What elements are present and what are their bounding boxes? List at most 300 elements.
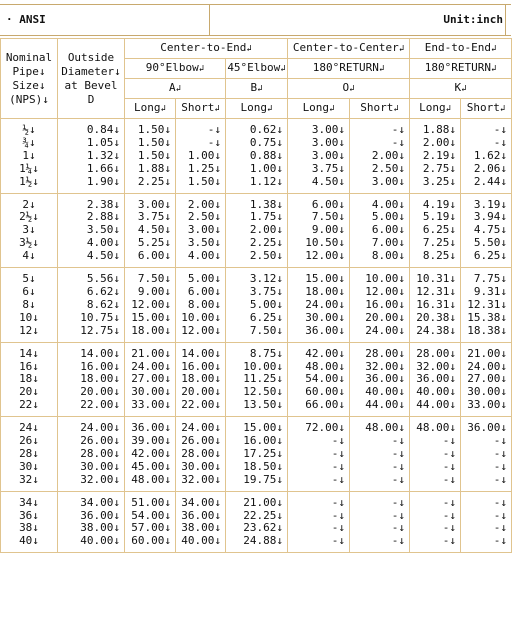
value: -↓ — [442, 446, 457, 460]
value: 24.00↓ — [80, 421, 120, 435]
value: 13.50↓ — [243, 398, 284, 412]
value: 3.00↓ — [371, 174, 406, 188]
value: 1.38↓ — [249, 197, 284, 211]
k-long-cell — [410, 268, 461, 343]
value: 1.50↓ — [137, 123, 171, 136]
value: 12.31↓ — [416, 284, 457, 298]
k-short-cell — [461, 268, 512, 343]
value: 24.00↓ — [181, 421, 221, 435]
value: 20.38↓ — [416, 310, 457, 324]
return-180-k-header: 180°RETURN ↲ — [410, 59, 512, 79]
value: 34↓ — [19, 495, 39, 509]
value: 33.00↓ — [467, 398, 508, 412]
elbow-90-header: 90°Elbow ↲ — [125, 59, 226, 79]
value: 24↓ — [19, 421, 39, 435]
table-title-bar — [0, 4, 511, 36]
value: 40.00↓ — [416, 385, 457, 399]
value: 6.00↓ — [371, 223, 406, 237]
value: 34.00↓ — [80, 495, 120, 509]
table-row-group — [1, 193, 512, 268]
value: 1.50↓ — [137, 135, 171, 149]
value: 15.00↓ — [131, 310, 171, 324]
value: 4.00↓ — [371, 197, 406, 211]
value: 24.00↓ — [131, 359, 171, 373]
value: 12.00↓ — [305, 249, 346, 263]
value: 4↓ — [22, 249, 36, 263]
center-to-center-header: Center-to-Center ↲ — [288, 39, 410, 59]
value: 2.50↓ — [187, 210, 221, 224]
return-180-o-header: 180°RETURN ↲ — [288, 59, 410, 79]
value: 10.75↓ — [80, 310, 120, 324]
value: 21.00↓ — [131, 346, 171, 360]
value: -↓ — [391, 508, 406, 522]
value: 6↓ — [22, 284, 36, 298]
value: 30.00↓ — [305, 310, 346, 324]
value: 36.00↓ — [467, 421, 508, 435]
value: 38.00↓ — [80, 521, 120, 535]
b-long-cell — [226, 417, 288, 492]
k-short-cell — [461, 417, 512, 492]
value: 0.75↓ — [249, 135, 284, 149]
value: 15.38↓ — [467, 310, 508, 324]
value: -↓ — [391, 495, 406, 509]
value: 5.25↓ — [137, 236, 171, 250]
value: 6.25↓ — [422, 223, 457, 237]
value: 2.00↓ — [422, 135, 457, 149]
value: 9.31↓ — [473, 284, 508, 298]
a-short-cell — [176, 268, 226, 343]
value: 5.00↓ — [187, 272, 221, 286]
value: 32.00↓ — [365, 359, 406, 373]
value: -↓ — [391, 521, 406, 535]
value: 2↓ — [22, 197, 36, 211]
value: 12↓ — [19, 323, 39, 337]
value: 5.19↓ — [422, 210, 457, 224]
value: 15.00↓ — [243, 421, 284, 435]
value: 18.00↓ — [181, 372, 221, 386]
value: 7.25↓ — [422, 236, 457, 250]
value: 1.25↓ — [187, 161, 221, 175]
value: -↓ — [391, 446, 406, 460]
value: 3.50↓ — [187, 236, 221, 250]
a-short-cell — [176, 417, 226, 492]
value: 6.62↓ — [86, 284, 120, 298]
value: 20.00↓ — [80, 385, 120, 399]
value: 1.32↓ — [86, 148, 120, 162]
value: 10.00↓ — [181, 310, 221, 324]
value: 60.00↓ — [131, 534, 171, 548]
value: 10.50↓ — [305, 236, 346, 250]
o-long-cell — [288, 268, 350, 343]
o-short-cell — [350, 342, 410, 417]
nps-cell — [1, 417, 58, 492]
value: 22.00↓ — [80, 398, 120, 412]
o-short-cell — [350, 268, 410, 343]
value: 28↓ — [19, 446, 39, 460]
outside-diameter-cell — [58, 417, 125, 492]
value: 4.50↓ — [137, 223, 171, 237]
value: 48.00↓ — [365, 421, 406, 435]
value: 26↓ — [19, 434, 39, 448]
o-long-cell — [288, 193, 350, 268]
end-to-end-header: End-to-End ↲ — [410, 39, 512, 59]
value: 5.00↓ — [371, 210, 406, 224]
value: 2.00↓ — [187, 197, 221, 211]
value: 7.00↓ — [371, 236, 406, 250]
value: 3.94↓ — [473, 210, 508, 224]
b-long-header: Long ↲ — [226, 99, 288, 119]
value: 36.00↓ — [305, 323, 346, 337]
value: 1.50↓ — [137, 148, 171, 162]
k-long-cell — [410, 119, 461, 194]
value: -↓ — [391, 123, 406, 136]
value: 30.00↓ — [131, 385, 171, 399]
o-long-cell — [288, 491, 350, 553]
a-short-cell — [176, 491, 226, 553]
value: 2.50↓ — [249, 249, 284, 263]
value: 16.00↓ — [80, 359, 120, 373]
outside-diameter-cell — [58, 342, 125, 417]
value: -↓ — [331, 495, 346, 509]
value: 12.50↓ — [243, 385, 284, 399]
value: 8↓ — [22, 297, 36, 311]
value: 12.00↓ — [365, 284, 406, 298]
value: 2.88↓ — [86, 210, 120, 224]
value: 1.12↓ — [249, 174, 284, 188]
value: 22.00↓ — [181, 398, 221, 412]
value: 45.00↓ — [131, 459, 171, 473]
k-short-cell — [461, 119, 512, 194]
value: 27.00↓ — [131, 372, 171, 386]
o-short-cell — [350, 491, 410, 553]
value: 1↓ — [22, 148, 36, 162]
value: 28.00↓ — [181, 446, 221, 460]
value: 8.25↓ — [422, 249, 457, 263]
value: 7.50↓ — [311, 210, 346, 224]
value: 30.00↓ — [181, 459, 221, 473]
unit-label: Unit:inch — [443, 13, 503, 26]
fitting-dimensions-table — [0, 38, 512, 553]
value: 36↓ — [19, 508, 39, 522]
value: 3.00↓ — [311, 135, 346, 149]
value: -↓ — [493, 495, 508, 509]
value: 4.50↓ — [86, 249, 120, 263]
value: 1.66↓ — [86, 161, 120, 175]
value: ¾↓ — [22, 135, 36, 149]
value: 40.00↓ — [365, 385, 406, 399]
value: 7.50↓ — [137, 272, 171, 286]
value: 60.00↓ — [305, 385, 346, 399]
value: -↓ — [442, 521, 457, 535]
value: 14.00↓ — [80, 346, 120, 360]
value: 3.19↓ — [473, 197, 508, 211]
value: -↓ — [391, 534, 406, 548]
value: 0.88↓ — [249, 148, 284, 162]
value: 24.88↓ — [243, 534, 284, 548]
value: 32.00↓ — [80, 472, 120, 486]
value: 18.00↓ — [305, 284, 346, 298]
nps-cell — [1, 119, 58, 194]
value: 2.00↓ — [371, 148, 406, 162]
value: 36.00↓ — [181, 508, 221, 522]
value: 48.00↓ — [416, 421, 457, 435]
value: 3.00↓ — [311, 123, 346, 136]
value: 3.12↓ — [249, 272, 284, 286]
value: 12.75↓ — [80, 323, 120, 337]
a-long-cell — [125, 342, 176, 417]
value: 1.00↓ — [187, 148, 221, 162]
value: 2.06↓ — [473, 161, 508, 175]
value: -↓ — [442, 508, 457, 522]
value: 2.25↓ — [249, 236, 284, 250]
value: 38↓ — [19, 521, 39, 535]
value: 20↓ — [19, 385, 39, 399]
value: 34.00↓ — [181, 495, 221, 509]
value: -↓ — [391, 472, 406, 486]
a-short-cell — [176, 119, 226, 194]
value: 10↓ — [19, 310, 39, 324]
a-long-cell — [125, 268, 176, 343]
table-row-group — [1, 119, 512, 194]
value: -↓ — [442, 495, 457, 509]
dimension-rows — [1, 119, 512, 553]
value: -↓ — [207, 123, 221, 136]
value: 54.00↓ — [305, 372, 346, 386]
standard-label: · ANSI — [6, 13, 46, 26]
value: 1½↓ — [19, 174, 39, 188]
value: 24.00↓ — [305, 297, 346, 311]
value: 7.75↓ — [473, 272, 508, 286]
value: 32↓ — [19, 472, 39, 486]
outside-diameter-cell — [58, 491, 125, 553]
outside-diameter-cell — [58, 193, 125, 268]
b-long-cell — [226, 119, 288, 194]
value: -↓ — [331, 508, 346, 522]
value: 16.31↓ — [416, 297, 457, 311]
a-long-header: Long ↲ — [125, 99, 176, 119]
value: 1.90↓ — [86, 174, 120, 188]
value: 6.00↓ — [187, 284, 221, 298]
b-long-cell — [226, 268, 288, 343]
header-line: Pipe↓ — [12, 64, 46, 78]
a-short-header: Short ↲ — [176, 99, 226, 119]
value: 4.00↓ — [187, 249, 221, 263]
value: -↓ — [391, 434, 406, 448]
value: 1.88↓ — [137, 161, 171, 175]
value: 6.00↓ — [137, 249, 171, 263]
value: 14.00↓ — [181, 346, 221, 360]
value: 9.00↓ — [137, 284, 171, 298]
value: -↓ — [442, 534, 457, 548]
value: 30↓ — [19, 459, 39, 473]
value: 19.75↓ — [243, 472, 284, 486]
title-right-edge — [505, 5, 506, 35]
value: 72.00↓ — [305, 421, 346, 435]
value: 54.00↓ — [131, 508, 171, 522]
value: 3.75↓ — [137, 210, 171, 224]
value: -↓ — [331, 446, 346, 460]
nps-cell — [1, 268, 58, 343]
value: -↓ — [493, 459, 508, 473]
value: 5.56↓ — [86, 272, 120, 286]
value: 14↓ — [19, 346, 39, 360]
value: 9.00↓ — [311, 223, 346, 237]
table-row-group — [1, 268, 512, 343]
center-to-end-header: Center-to-End ↲ — [125, 39, 288, 59]
value: 36.00↓ — [416, 372, 457, 386]
value: 36.00↓ — [80, 508, 120, 522]
value: 28.00↓ — [416, 346, 457, 360]
value: 7.50↓ — [249, 323, 284, 337]
value: 12.00↓ — [131, 297, 171, 311]
value: ½↓ — [22, 123, 36, 136]
value: 6.00↓ — [311, 197, 346, 211]
outside-diameter-cell — [58, 119, 125, 194]
value: 40.00↓ — [80, 534, 120, 548]
value: 33.00↓ — [131, 398, 171, 412]
value: 4.19↓ — [422, 197, 457, 211]
value: 10.00↓ — [243, 359, 284, 373]
value: 16.00↓ — [181, 359, 221, 373]
value: 3.00↓ — [137, 197, 171, 211]
value: -↓ — [331, 472, 346, 486]
value: 16.00↓ — [243, 434, 284, 448]
value: -↓ — [442, 459, 457, 473]
value: 8.75↓ — [249, 346, 284, 360]
value: 21.00↓ — [467, 346, 508, 360]
value: 1.05↓ — [86, 135, 120, 149]
value: 48.00↓ — [305, 359, 346, 373]
value: 17.25↓ — [243, 446, 284, 460]
value: 26.00↓ — [181, 434, 221, 448]
value: 15.00↓ — [305, 272, 346, 286]
value: 1.88↓ — [422, 123, 457, 136]
value: 11.25↓ — [243, 372, 284, 386]
value: 10.31↓ — [416, 272, 457, 286]
symbol-a-header: A ↲ — [125, 79, 226, 99]
value: 22↓ — [19, 398, 39, 412]
value: 3.25↓ — [422, 174, 457, 188]
k-short-header: Short ↲ — [461, 99, 512, 119]
b-long-cell — [226, 491, 288, 553]
value: 42.00↓ — [305, 346, 346, 360]
header-line: at Bevel D — [64, 78, 118, 106]
value: 1¼↓ — [19, 161, 39, 175]
value: 18↓ — [19, 372, 39, 386]
value: -↓ — [442, 434, 457, 448]
value: -↓ — [331, 434, 346, 448]
a-short-cell — [176, 342, 226, 417]
value: 24.00↓ — [365, 323, 406, 337]
value: 1.75↓ — [249, 210, 284, 224]
value: 42.00↓ — [131, 446, 171, 460]
a-short-cell — [176, 193, 226, 268]
value: -↓ — [493, 123, 508, 136]
value: 2.00↓ — [249, 223, 284, 237]
nps-cell — [1, 193, 58, 268]
value: -↓ — [331, 459, 346, 473]
a-long-cell — [125, 417, 176, 492]
table-row-group — [1, 417, 512, 492]
value: 0.84↓ — [86, 123, 120, 136]
value: 3.75↓ — [311, 161, 346, 175]
value: -↓ — [207, 135, 221, 149]
value: 2.44↓ — [473, 174, 508, 188]
value: 3½↓ — [19, 236, 39, 250]
value: 30.00↓ — [80, 459, 120, 473]
value: 8.00↓ — [187, 297, 221, 311]
value: -↓ — [442, 472, 457, 486]
value: 6.25↓ — [473, 249, 508, 263]
value: 27.00↓ — [467, 372, 508, 386]
value: 5.50↓ — [473, 236, 508, 250]
o-short-cell — [350, 417, 410, 492]
k-long-cell — [410, 417, 461, 492]
symbol-k-header: K ↲ — [410, 79, 512, 99]
value: 24.38↓ — [416, 323, 457, 337]
nps-cell — [1, 491, 58, 553]
value: 3.50↓ — [86, 223, 120, 237]
value: 26.00↓ — [80, 434, 120, 448]
value: 18.00↓ — [131, 323, 171, 337]
o-short-header: Short ↲ — [350, 99, 410, 119]
value: 24.00↓ — [467, 359, 508, 373]
value: 2½↓ — [19, 210, 39, 224]
k-long-cell — [410, 193, 461, 268]
o-long-cell — [288, 417, 350, 492]
value: 16↓ — [19, 359, 39, 373]
header-line: Diameter↓ — [61, 64, 121, 78]
value: -↓ — [391, 135, 406, 149]
value: 18.38↓ — [467, 323, 508, 337]
value: 4.00↓ — [86, 236, 120, 250]
nps-cell — [1, 342, 58, 417]
b-long-cell — [226, 193, 288, 268]
value: 28.00↓ — [80, 446, 120, 460]
outside-diameter-cell — [58, 268, 125, 343]
symbol-b-header: B ↲ — [226, 79, 288, 99]
nominal-size-header — [1, 39, 58, 119]
value: -↓ — [493, 434, 508, 448]
k-long-header: Long ↲ — [410, 99, 461, 119]
value: -↓ — [493, 446, 508, 460]
value: 28.00↓ — [365, 346, 406, 360]
o-long-cell — [288, 342, 350, 417]
k-long-cell — [410, 342, 461, 417]
value: 5↓ — [22, 272, 36, 286]
b-long-cell — [226, 342, 288, 417]
value: 16.00↓ — [365, 297, 406, 311]
value: 18.00↓ — [80, 372, 120, 386]
value: 8.62↓ — [86, 297, 120, 311]
value: 0.62↓ — [249, 123, 284, 136]
elbow-45-header: 45°Elbow ↲ — [226, 59, 288, 79]
value: 40.00↓ — [181, 534, 221, 548]
value: 1.62↓ — [473, 148, 508, 162]
value: 36.00↓ — [365, 372, 406, 386]
value: 40↓ — [19, 534, 39, 548]
value: 57.00↓ — [131, 521, 171, 535]
a-long-cell — [125, 491, 176, 553]
value: -↓ — [493, 472, 508, 486]
value: -↓ — [493, 508, 508, 522]
table-row-group — [1, 342, 512, 417]
value: 23.62↓ — [243, 521, 284, 535]
value: 3↓ — [22, 223, 36, 237]
value: 4.75↓ — [473, 223, 508, 237]
value: 51.00↓ — [131, 495, 171, 509]
value: 32.00↓ — [181, 472, 221, 486]
